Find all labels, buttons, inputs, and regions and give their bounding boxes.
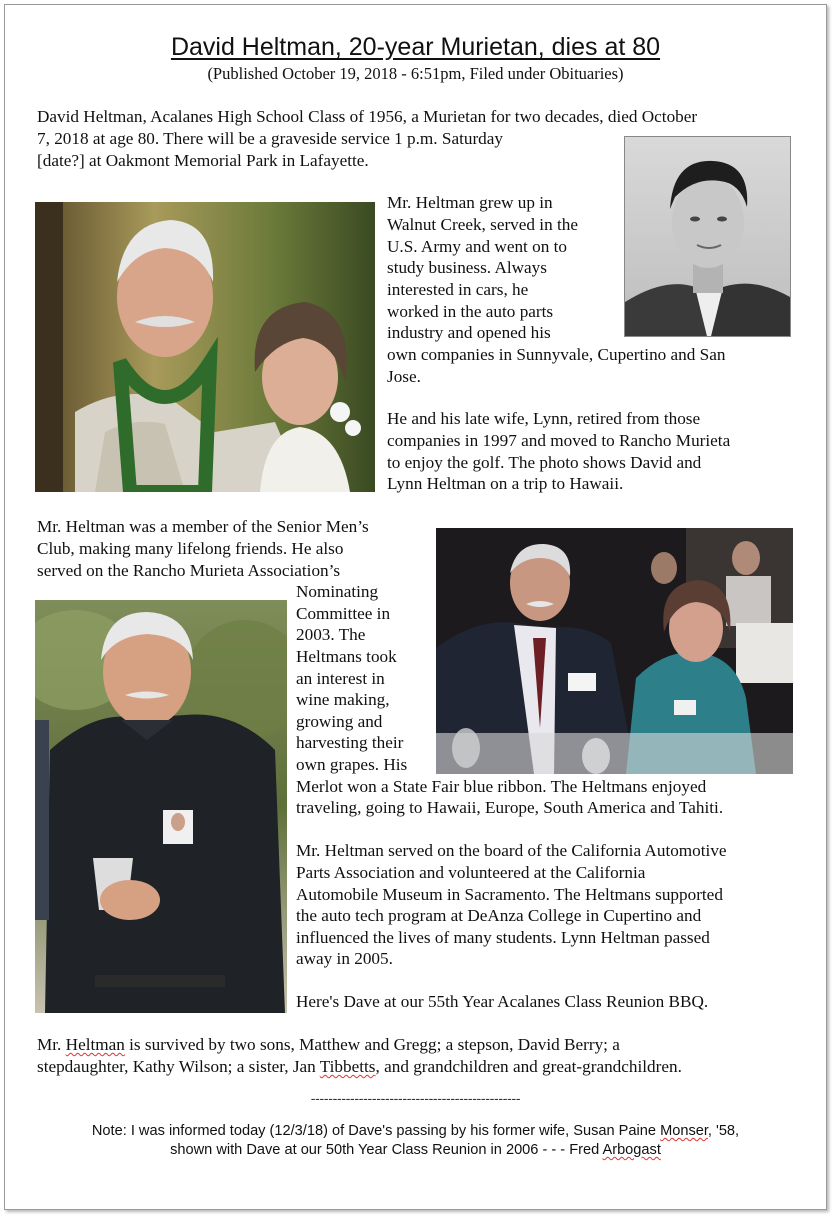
text-line: served on the Rancho Murieta Association’s [37,561,341,580]
text-line [37,1056,682,1078]
article-subtitle: (Published October 19, 2018 - 6:51pm, Filed under Obituaries) [207,64,624,83]
text-line: harvesting their [296,733,404,752]
text-line: wine making, [296,690,390,709]
text-line: influenced the lives of many students. Lynn Heltman passed [296,928,710,947]
spellcheck-word: Monser [660,1123,708,1139]
text-line: own grapes. His [296,755,408,774]
document-page [4,4,827,1210]
text-line: study business. Always [387,258,547,277]
text-line: companies in 1997 and moved to Rancho Murieta [387,431,731,450]
reunion-2006-photo [436,528,793,774]
text-line: Mr. Heltman served on the board of the California Automotive [296,841,727,860]
text-span: Mr. [37,1035,66,1054]
text-line: traveling, going to Hawaii, Europe, South America and Tahiti. [296,798,724,817]
text-line: Mr. Heltman grew up in [387,193,553,212]
text-span: Note: I was informed today (12/3/18) of Dave's passing by his former wife, Susan Paine [91,1123,661,1139]
text-line: industry and opened his [387,323,551,342]
text-line: to enjoy the golf. The photo shows David and [387,453,702,472]
text-line: an interest in [296,669,385,688]
yearbook-portrait [624,136,791,337]
text-line: Heltmans took [296,647,397,666]
text-line: U.S. Army and went on to [387,237,567,256]
text-line: away in 2005. [296,949,393,968]
text-span: , '58, [707,1123,740,1139]
text-line: Committee in [296,604,391,623]
spellcheck-word: Heltman [65,1035,125,1054]
text-line: growing and [296,712,383,731]
text-span: , and grandchildren and great-grandchildren. [375,1057,682,1076]
text-line: interested in cars, he [387,280,529,299]
reunion-bbq-photo [35,600,287,1013]
article-title: David Heltman, 20-year Murietan, dies at 80 [170,33,661,61]
text-line: Nominating [296,582,379,601]
text-line: Parts Association and volunteered at the California [296,863,646,882]
spellcheck-word: Arbogast [602,1142,661,1158]
text-line: Walnut Creek, served in the [387,215,578,234]
text-line: [date?] at Oakmont Memorial Park in Lafayette. [37,151,369,170]
note-line-1 [5,1123,826,1139]
dashed-divider: ------------------------------------------------ [310,1090,521,1106]
text-span: is survived by two sons, Matthew and Gregg; a stepson, David Berry; a [124,1035,620,1054]
bbq-caption: Here's Dave at our 55th Year Acalanes Class Reunion BBQ. [296,992,709,1011]
text-line: Automobile Museum in Sacramento. The Heltmans supported [296,885,723,904]
note-line-2 [5,1142,826,1158]
hawaii-photo [35,202,375,492]
spellcheck-word: Tibbetts [319,1057,376,1076]
text-line: Club, making many lifelong friends. He also [37,539,344,558]
text-line: Lynn Heltman on a trip to Hawaii. [387,474,624,493]
text-line: He and his late wife, Lynn, retired from those [387,409,701,428]
text-line: 2003. The [296,625,366,644]
text-line: 7, 2018 at age 80. There will be a graveside service 1 p.m. Saturday [37,129,503,148]
text-span: stepdaughter, Kathy Wilson; a sister, Jan [37,1057,320,1076]
text-line: the auto tech program at DeAnza College in Cupertino and [296,906,702,925]
text-line: Merlot won a State Fair blue ribbon. The Heltmans enjoyed [296,777,707,796]
text-line [37,1034,620,1056]
text-line: Mr. Heltman was a member of the Senior Men’s [37,517,369,536]
text-line: David Heltman, Acalanes High School Class of 1956, a Murietan for two decades, died October [37,107,698,126]
text-line: Jose. [387,367,421,386]
text-line: worked in the auto parts [387,302,554,321]
text-span: shown with Dave at our 50th Year Class Reunion in 2006 - - - Fred [170,1142,603,1158]
text-line: own companies in Sunnyvale, Cupertino and San [387,345,726,364]
